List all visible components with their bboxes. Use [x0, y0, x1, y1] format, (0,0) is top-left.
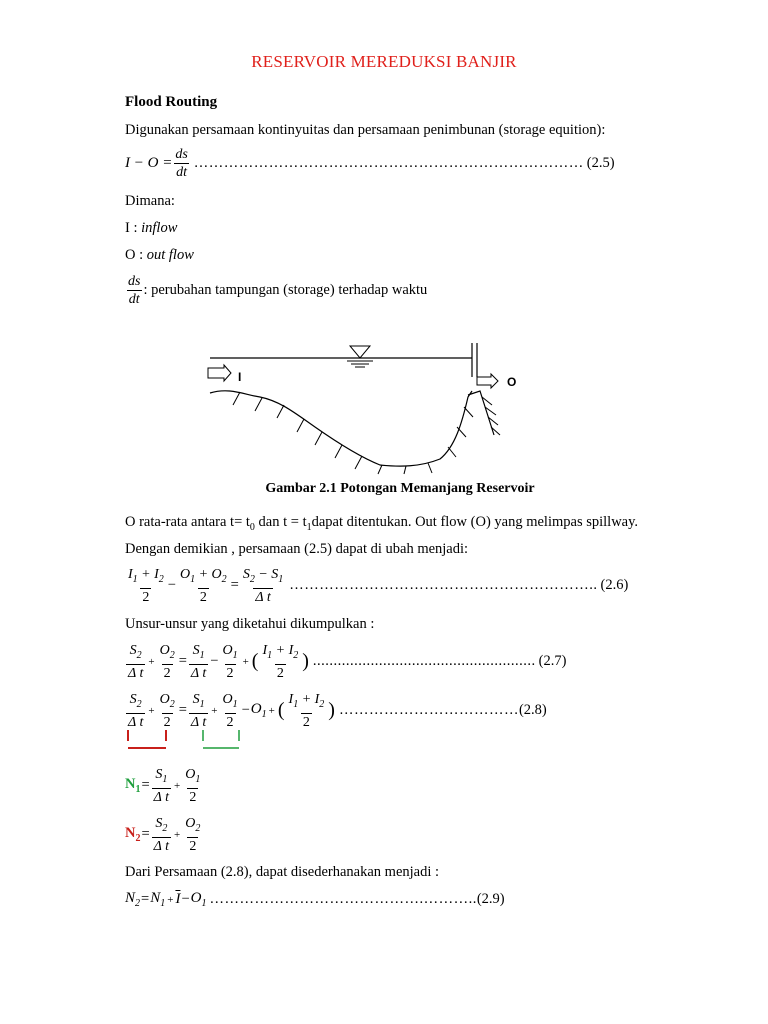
- dimana-label: Dimana:: [125, 193, 175, 209]
- intro-text: Digunakan persamaan kontinyuitas dan persamaan penimbunan (storage equition):: [125, 122, 606, 138]
- paragraph-2: Dengan demikian , persamaan (2.5) dapat di ubah menjadi:: [125, 541, 469, 557]
- eq25-lhs: I − O =: [125, 155, 173, 171]
- equation-2-9: $N_2$ = $N_1$ + $\overline{I}$ − $O_1$ …………………………………….……….. (2.9): [125, 890, 505, 909]
- equation-2-8: $\frac{S_2}{\text{Δ t}}$ + $\frac{O_2}{2}$ = $\frac{S_1}{\text{Δ t}}$ + $\frac{O_1}{2}$ − $O_1$ + ( $\frac{I_1 + I_2}{2}$ ) ……………………………… (2.8): [128, 692, 547, 730]
- paragraph-3: Unsur-unsur yang diketahui dikumpulkan :: [125, 616, 375, 632]
- grouping-brackets: [120, 728, 250, 752]
- equation-2-6: $\frac{I_1 + I_2}{2}$ − $\frac{O_1 + O_2}{2}$ = $\frac{S_2 - S_1}{\text{Δ t}}$ …………………………………………………….. (2.6): [128, 567, 629, 605]
- equation-2-7: $\frac{S_2}{\text{Δ t}}$ + $\frac{O_2}{2}$ = $\frac{S_1}{\text{Δ t}}$ − $\frac{O_1}{2}$ + ( $\frac{I_1 + I_2}{2}$ ) ...................................................... (2.7): [128, 643, 567, 681]
- def-inflow: I : inflow: [125, 220, 178, 236]
- figure-caption: Gambar 2.1 Potongan Memanjang Reservoir: [265, 481, 535, 496]
- eq25-dots: ……………………………………………………………………: [193, 155, 584, 171]
- def-storage: $\frac{ds}{dt}$ : perubahan tampungan (storage) terhadap waktu: [128, 274, 428, 307]
- section-heading: Flood Routing: [125, 94, 218, 110]
- eq25-fraction: $\frac{ds}{dt}$: [175, 147, 188, 180]
- equation-n2: $N_2$ = $\frac{S_2}{\text{Δ t}}$ + $\frac{O_2}{2}$: [125, 816, 201, 854]
- paragraph-1: O rata-rata antara $t= t_0$ dan $t = t_1dapat$ ditentukan. Out flow (O) yang melimpas spillway.: [125, 514, 639, 533]
- outflow-label: O: [507, 375, 517, 389]
- inflow-arrow-icon: [208, 365, 231, 381]
- page-title: RESERVOIR MEREDUKSI BANJIR: [251, 52, 517, 71]
- eq25-ref: (2.5): [586, 155, 615, 171]
- equation-n1: $N_1$ = $\frac{S_1}{\text{Δ t}}$ + $\frac{O_1}{2}$: [125, 767, 201, 805]
- equation-2-5: [125, 146, 615, 181]
- def-outflow: O : out flow: [125, 247, 194, 263]
- outflow-arrow-icon: [477, 374, 498, 388]
- inflow-label: I: [238, 370, 242, 384]
- paragraph-4: Dari Persamaan (2.8), dapat disederhanakan menjadi :: [125, 864, 440, 880]
- reservoir-diagram: [200, 335, 530, 475]
